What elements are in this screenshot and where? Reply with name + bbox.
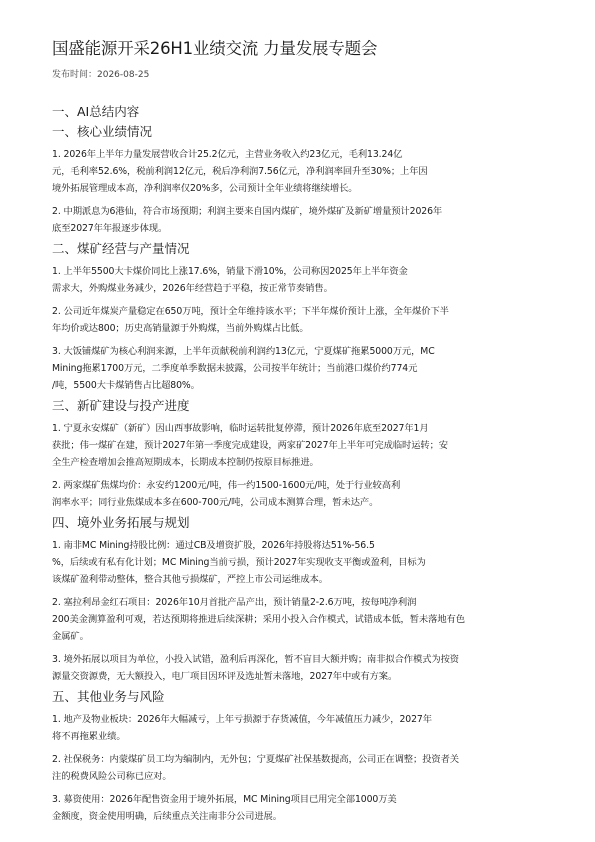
paragraph-line: 注的税费风险公司称已应对。 [52,771,172,782]
paragraph-line: 1. 上半年5500大卡煤价同比上涨17.6%，销量下滑10%，公司称因2025年上半年资金 [52,266,408,277]
section [52,123,547,237]
paragraph-line: 需求大，外购煤业务减少，2026年经营趋于平稳，按正常节奏销售。 [52,283,333,294]
paragraph-line: 将不再拖累业绩。 [52,731,126,742]
paragraph-line: 3. 募资使用：2026年配售资金用于境外拓展，MC Mining项目已用完全部1000万美 [52,794,397,805]
paragraph-line: 1. 宁夏永安煤矿（新矿）因山西事故影响，临时运转批复停滞，预计2026年底至2027年1月 [52,423,429,434]
section-paragraph [52,303,547,337]
section-paragraph [52,420,547,471]
paragraph-line: 2. 中期派息为6港仙，符合市场预期；利润主要来自国内煤矿，境外煤矿及新矿增量预计2026年 [52,206,443,217]
paragraph-line: 源量交资源费，无大额投入，电厂项目因环评及选址暂未落地，2027年中或有方案。 [52,671,398,682]
paragraph-line: /吨，5500大卡煤销售占比超80%。 [52,380,200,391]
paragraph-line: 金属矿。 [52,631,89,642]
section-heading: 一、核心业绩情况 [52,124,153,139]
section [52,240,547,394]
paragraph-line: 年均价或达800；历史高销量源于外购煤，当前外购煤占比低。 [52,323,309,334]
section-paragraph [52,477,547,511]
paragraph-line: 2. 塞拉利昂金红石项目：2026年10月首批产品产出，预计销量2-2.6万吨，按每吨净利润 [52,597,417,608]
paragraph-line: 200美金测算盈利可观，若达预期将推进后续深耕；采用小投入合作模式，试错成本低，暂未落地有色 [52,614,465,625]
paragraph-line: 2. 公司近年煤炭产量稳定在650万吨，预计全年维持该水平；下半年煤价预计上涨，全年煤价下半 [52,306,449,317]
section-paragraph [52,791,547,825]
document-title: 国盛能源开采26H1业绩交流 力量发展专题会 [52,39,378,58]
section-heading: 三、新矿建设与投产进度 [52,398,190,413]
paragraph-line: 1. 南非MC Mining持股比例：通过CB及增资扩股，2026年持股将达51%-56.5 [52,540,375,551]
section-paragraph [52,263,547,297]
paragraph-line: Mining拖累1700万元，二季度单季数据未披露，公司按半年统计；当前港口煤价约774元 [52,363,418,374]
paragraph-line: 3. 大饭铺煤矿为核心利润来源，上半年贡献税前利润约13亿元，宁夏煤矿拖累5000万元，MC [52,346,435,357]
section-heading: 二、煤矿经营与产量情况 [52,241,190,256]
ai-summary-heading: 一、AI总结内容 [52,104,140,119]
paragraph-line: 润率水平；同行业焦煤成本多在600-700元/吨，公司成本测算合理，暂未达产。 [52,497,379,508]
section-paragraph [52,711,547,745]
section-paragraph [52,203,547,237]
section-heading: 五、其他业务与风险 [52,689,165,704]
section-paragraph [52,343,547,394]
paragraph-line: 2. 两家煤矿焦煤均价：永安约1200元/吨，伟一约1500-1600元/吨，处于行业较高利 [52,480,401,491]
paragraph-line: 元，毛利率52.6%，税前利润12亿元，税后净利润7.56亿元，净利润率回升至30%；上年因 [52,166,428,177]
paragraph-line: 金额度，资金使用明确，后续重点关注南非分公司进展。 [52,811,282,822]
paragraph-line: 获批；伟一煤矿在建，预计2027年第一季度完成建设，两家矿2027年上半年可完成临时运转；安 [52,440,449,451]
section-paragraph [52,146,547,197]
publish-date: 发布时间：2026-08-25 [52,70,150,80]
paragraph-line: 1. 2026年上半年力量发展营收合计25.2亿元，主营业务收入约23亿元，毛利13.24亿 [52,149,403,160]
paragraph-line: 2. 社保税务：内蒙煤矿员工均为编制内，无外包；宁夏煤矿社保基数提高，公司正在调整；投资者关 [52,754,459,765]
section [52,397,547,511]
paragraph-line: 3. 境外拓展以项目为单位，小投入试错，盈利后再深化，暂不盲目大额并购；南非拟合作模式为按资 [52,654,459,665]
section-paragraph [52,537,547,588]
section-paragraph [52,651,547,685]
paragraph-line: 1. 地产及物业板块：2026年大幅减亏，上年亏损源于存货减值，今年减值压力减少，2027年 [52,714,432,725]
paragraph-line: 全生产检查增加会推高短期成本，长期成本控制仍按原目标推进。 [52,457,319,468]
paragraph-line: 境外拓展管理成本高，净利润率仅20%多，公司预计全年业绩将继续增长。 [52,183,358,194]
section-paragraph [52,751,547,785]
paragraph-line: %，后续或有私有化计划；MC Mining当前亏损，预计2027年实现收支平衡或盈利，目标为 [52,557,426,568]
paragraph-line: 该煤矿盈利带动整体，整合其他亏损煤矿，严控上市公司运维成本。 [52,574,328,585]
section-heading: 四、境外业务拓展与规划 [52,515,190,530]
section-paragraph [52,594,547,645]
summary-sections [52,123,547,825]
section [52,514,547,685]
section [52,688,547,825]
paragraph-line: 底至2027年年报逐步体现。 [52,223,168,234]
